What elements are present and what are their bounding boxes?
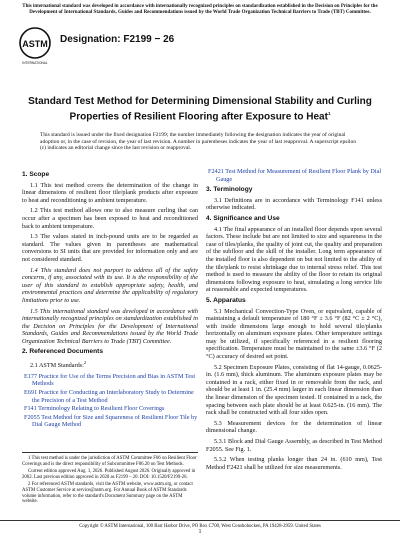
reference-item[interactable] [24,388,198,404]
reference-code[interactable]: E177 [24,372,38,380]
para-5-2: 5.2 Specimen Exposure Plates, consisting of flat 14-gauge, 0.0625-in. (1.6 mm), thick aluminum. The aluminum exposure plates may be contained in a rack, either fixed in or removable from the rack, and should be at least 1 in. (25.4 mm) larger in each linear dimension than the linear dimension of the specimen tested. If contained in a rack, the spacing between each plate should be at least 0.625-in. (16 mm). The rack shall be constructed with all four sides open. [206,363,382,417]
reference-item[interactable] [24,413,198,429]
reference-item[interactable] [208,168,382,183]
page-number: 1 [198,529,202,535]
copyright-line: Copyright © ASTM International, 100 Barr Harbor Drive, PO Box C700, West Conshohocken, PA 19428-2959. United States [79,524,321,529]
significance-heading: 4. Significance and Use [206,214,280,222]
reference-title[interactable]: Test Method for Measurement of Resilient Floor Plank by Dial Gauge [216,168,382,183]
title-text: Standard Test Method for Determining Dimensional Stability and Curling Properties of Resilient Flooring after Exposure to Heat [28,96,372,123]
reference-code[interactable]: F2421 [208,168,224,175]
footnote-mark-2: 2 [83,360,87,366]
reference-item[interactable] [24,372,198,388]
title-footnote-mark: 1 [327,111,331,116]
left-column [22,168,198,430]
reference-code[interactable]: E691 [24,388,38,396]
scope-heading: 1. Scope [22,171,50,178]
footer-divider [0,520,400,521]
designation: Designation: F2199 − 26 [60,34,175,45]
para-1-4: 1.4 This standard does not purport to address all of the safety concerns, if any, associated with its use. It is the responsibility of the user of this standard to establish appropriate safety, health, and environmental practices and determine the applicability of regulatory limitations prior to use. [22,266,198,304]
para-4-1: 4.1 The final appearance of an installed floor depends upon several factors. These include but are not limited to size and squareness in the case of tiles/planks, the quality of joint cut, the quality and preparation of the subfloor and the skill of the installer. Long term appearance of the installed floor is also dependent on but not limited to the ability of the tile/plank to resist shrinkage due to internal stress relief. This test method is used to measure the ability of the floor to retain its original dimensions following exposure to heat, simulating a long service life at reasonable and expected temperatures. [206,225,382,294]
referenced-documents-heading: 2. Referenced Documents [22,348,103,356]
reference-title[interactable]: Terminology Relating to Resilient Floor Coverings [38,405,165,413]
para-5-3-2: 5.3.2 When testing planks longer than 24 in. (610 mm), Test Method F2421 shall be utilized for size measurements. [206,456,382,471]
reference-code[interactable]: F141 [24,405,37,413]
wto-notice: This international standard was developed in accordance with internationally recognized principles on standardization established in the Decision on Principles for the Development of International Standards, Guides and Recommendations issued by the World Trade Organization Technical Barriers to Trade (TBT) Committee. [22,4,378,15]
standard-issuance-note: This standard is issued under the fixed designation F2199; the number immediately following the designation indicates the year of original adoption or, in the case of revision, the year of last revision. A number in parentheses indicates the year of last reapproval. A superscript epsilon (ε) indicates an editorial change since the last revision or reapproval. [40,132,356,151]
para-5-3-1: 5.3.1 Block and Dial Gauge Assembly, as described in Test Method F2055. See Fig. 1. [206,438,382,453]
footnote-2: 2 For referenced ASTM standards, visit the ASTM website, www.astm.org, or contact ASTM Customer Service at service@astm.org. For Annual Book of ASTM Standards volume information, refer to the standard's Document Summary page on the ASTM website. [22,482,193,505]
reference-title[interactable]: Practice for Conducting an Interlaboratory Study to Determine the Precision of a Test Method [32,388,194,404]
para-5-3: 5.3 Measurement devices for the determination of linear dimensional change. [206,419,382,435]
para-1-5: 1.5 This international standard was developed in accordance with internationally recognized principles on standardization established in the Decision on Principles for the Development of International Standards, Guides and Recommendations issued by the World Trade Organization Technical Barriers to Trade (TBT) Committee. [22,307,198,345]
terminology-heading: 3. Terminology [206,186,253,194]
para-1-3: 1.3 The values stated in inch-pound units are to be regarded as standard. The values given in parentheses are mathematical conversions to SI units that are provided for information only and are not considered standard. [22,233,198,263]
right-column [206,132,382,474]
svg-text:INTERNATIONAL: INTERNATIONAL [22,61,48,65]
astm-logo [18,26,52,66]
para-5-1: 5.1 Mechanical Convection-Type Oven, or equivalent, capable of maintaining a default temperature of 180 °F ± 3.6 °F (82 °C ± 2 °C), with inside dimensions large enough to hold several tile/planks horizontally on aluminum exposure plates. Other temperature settings may be utilized, if specifically referenced in a resilient flooring specification. Temperature must be maintained to the same ±3.6 °F (2 °C) accuracy of desired set point. [206,307,382,361]
para-1-2: 1.2 This test method allows one to also measure curling that can occur after a specimen has been exposed to heat and reconditioned back to ambient temperature. [22,207,198,230]
svg-text:ASTM: ASTM [22,39,48,49]
reference-item[interactable] [24,405,198,413]
footnote-1: 1 This test method is under the jurisdiction of ASTM Committee F06 on Resilient Floor Coverings and is the direct responsibility of Subcommittee F06.20 on Test Methods. [22,456,197,467]
reference-title[interactable]: Practice for Use of the Terms Precision and Bias in ASTM Test Methods [32,372,196,388]
document-title [18,96,382,123]
para-2-1-text: 2.1 ASTM Standards: [30,362,84,370]
reference-code[interactable]: F2055 [24,413,40,421]
reference-title[interactable]: Test Method for Size and Squareness of Resilient Floor Tile by Dial Gauge Method [32,413,198,429]
para-1-1: 1.1 This test method covers the determination of the change in linear dimensions of resilient floor tile/plank products after exposure to heat and reconditioning to ambient temperature. [22,181,198,204]
para-3-1: 3.1 Definitions are in accordance with Terminology F141 unless otherwise indicated. [206,196,382,212]
para-2-1 [22,359,198,370]
apparatus-heading: 5. Apparatus [206,296,246,304]
footnote-1-edition: Current edition approved Aug. 1, 2026. Published August 2026. Originally approved in 2002. Last previous edition approved in 2020 as F2199 – 20. DOI: 10.1520/F2199-26. [22,469,196,480]
footnotes [22,452,198,507]
